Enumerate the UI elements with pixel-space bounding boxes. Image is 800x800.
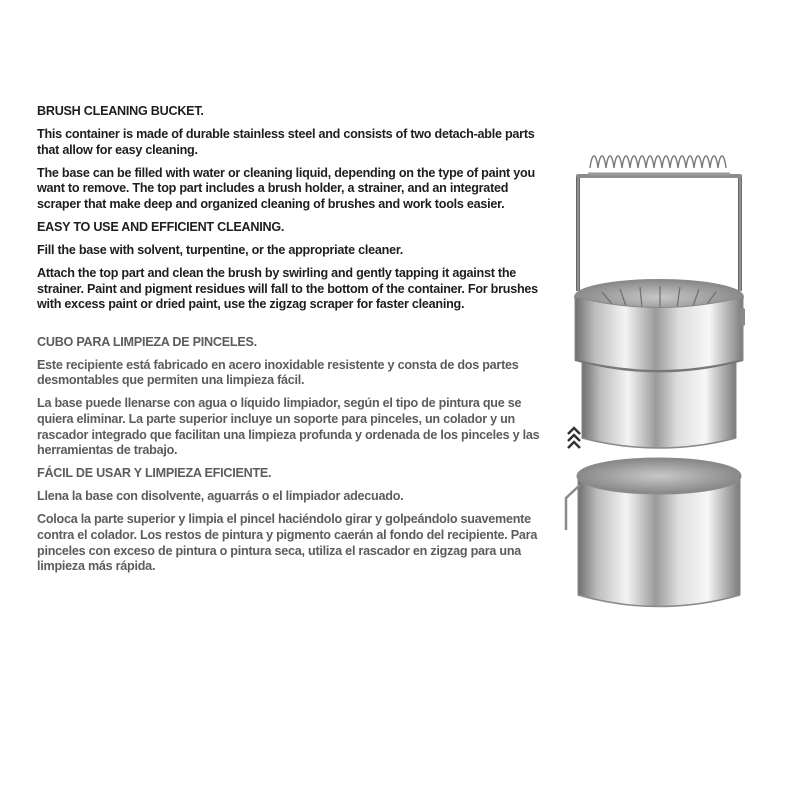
- handle: [576, 174, 742, 291]
- handle-right-rod: [738, 176, 742, 291]
- english-step-1: Fill the base with solvent, turpentine, or the appropriate cleaner.: [37, 243, 404, 258]
- spanish-title: CUBO PARA LIMPIEZA DE PINCELES.: [37, 334, 257, 349]
- spanish-section: [37, 335, 552, 575]
- spanish-description: La base puede llenarse con agua o líquido limpiador, según el tipo de pintura que se quiera eliminar. La parte superior incluye un soporte para pinceles, un colador y un rascador integrado que facilitan una limpieza profunda y ordenada de los pinceles y las herramientas de trabajo.: [37, 396, 540, 458]
- spanish-subtitle: FÁCIL DE USAR Y LIMPIEZA EFICIENTE.: [37, 466, 272, 481]
- triple-chevron-up-icon: [568, 428, 580, 448]
- english-subtitle: EASY TO USE AND EFFICIENT CLEANING.: [37, 220, 285, 235]
- english-description: The base can be filled with water or cleaning liquid, depending on the type of paint you want to remove. The top part includes a brush holder, a strainer, and an integrated scraper that make deep and organized cleaning of brushes and work tools easier.: [37, 165, 535, 211]
- brush-bucket-svg: [560, 150, 760, 630]
- brush-bucket-illustration: [560, 150, 760, 630]
- bottom-base-part: [566, 459, 740, 607]
- section-spacer: [37, 321, 552, 335]
- product-description: [37, 104, 552, 582]
- spanish-step-2: Coloca la parte superior y limpia el pincel haciéndolo girar y golpeándolo suavemente contra el colador. Los restos de pintura y pigmento caerán al fondo del recipiente. Para pinceles con exceso de pintura o pintura seca, utiliza el rascador en zigzag para una limpieza más rápida.: [37, 512, 538, 574]
- spring-brush-holder: [588, 156, 730, 174]
- english-step-2: Attach the top part and clean the brush by swirling and gently tapping it against the strainer. Paint and pigment residues will fall to the bottom of the container. For brushes with excess paint or dried paint, use the zigzag scraper for faster cleaning.: [37, 266, 538, 312]
- english-intro: This container is made of durable stainless steel and consists of two detach-able parts that allow for easy cleaning.: [37, 127, 535, 157]
- handle-left-rod: [576, 176, 580, 291]
- top-strainer-part: [575, 280, 745, 448]
- spanish-step-1: Llena la base con disolvente, aguarrás o el limpiador adecuado.: [37, 489, 404, 504]
- english-title: BRUSH CLEANING BUCKET.: [37, 104, 204, 118]
- english-section: [37, 104, 552, 313]
- spanish-intro: Este recipiente está fabricado en acero inoxidable resistente y consta de dos partes desmontables que permiten una limpieza fácil.: [37, 357, 519, 388]
